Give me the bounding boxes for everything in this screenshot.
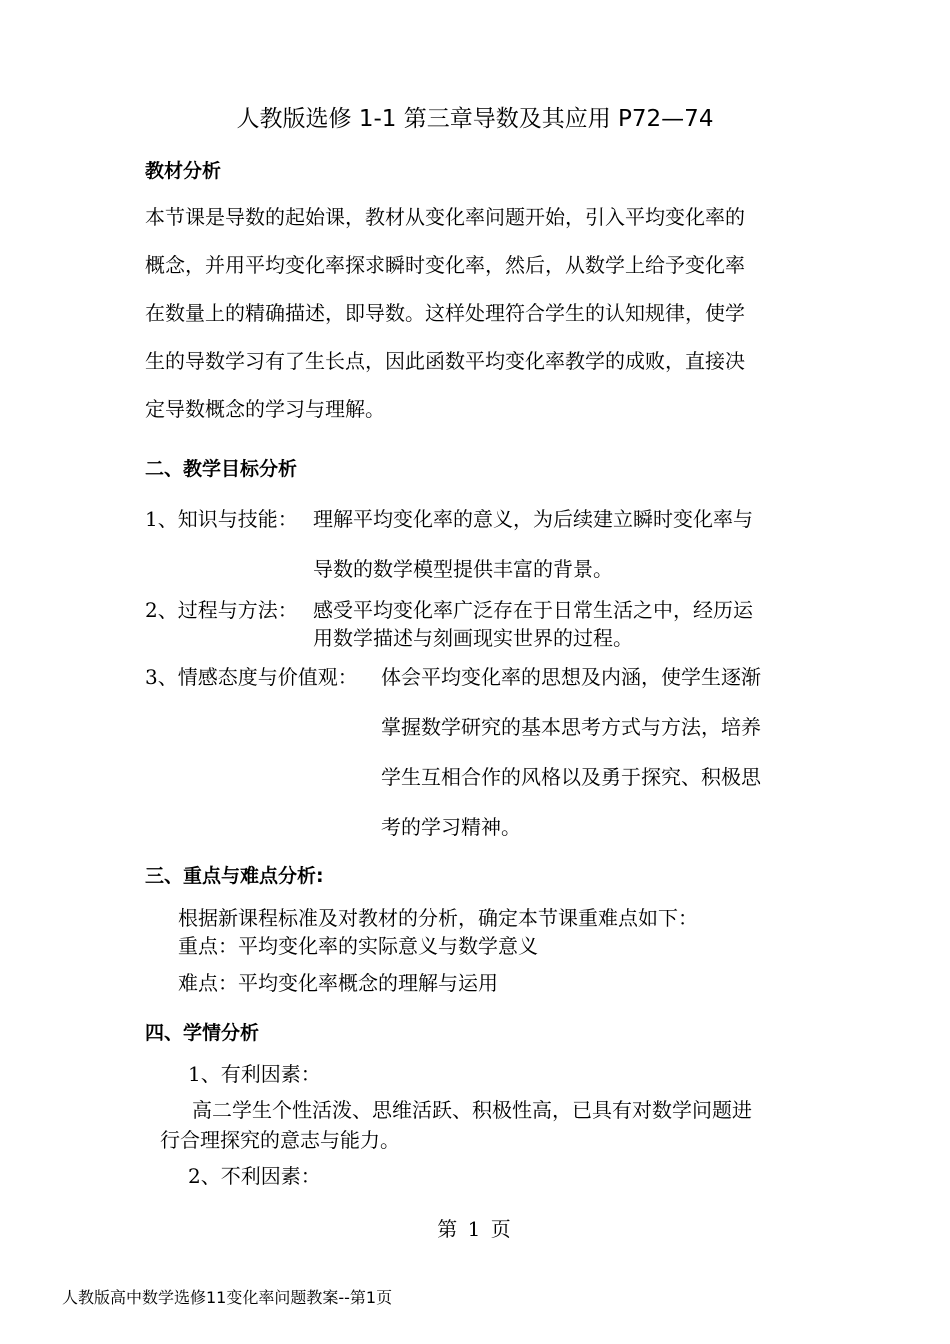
goal-text-line: 考的学习精神。 (381, 815, 521, 839)
paragraph-line: 生的导数学习有了生长点，因此函数平均变化率教学的成败，直接决 (145, 349, 745, 373)
document-title: 人教版选修 1-1 第三章导数及其应用 P72—74 (236, 106, 714, 132)
difficult-point-text: 难点：平均变化率概念的理解与运用 (178, 971, 498, 995)
section-heading-key-points: 三、重点与难点分析: (145, 865, 324, 887)
goal-label-knowledge: 1、知识与技能： (145, 507, 298, 531)
page-number: 第 1 页 (437, 1217, 513, 1241)
goal-text-line: 用数学描述与刻画现实世界的过程。 (313, 626, 633, 650)
favorable-factors-label: 1、有利因素： (188, 1062, 321, 1086)
favorable-text-line: 高二学生个性活泼、思维活跃、积极性高，已具有对数学问题进 (192, 1098, 752, 1122)
paragraph-line: 在数量上的精确描述，即导数。这样处理符合学生的认知规律，使学 (145, 301, 745, 325)
goal-text-line: 导数的数学模型提供丰富的背景。 (313, 557, 613, 581)
section-heading-textbook-analysis: 教材分析 (145, 160, 222, 182)
key-points-intro: 根据新课程标准及对教材的分析，确定本节课重难点如下： (178, 906, 698, 930)
key-point-text: 重点：平均变化率的实际意义与数学意义 (178, 934, 538, 958)
goal-label-attitude: 3、情感态度与价值观： (145, 665, 358, 689)
goal-text-line: 理解平均变化率的意义，为后续建立瞬时变化率与 (313, 507, 753, 531)
paragraph-line: 定导数概念的学习与理解。 (145, 397, 385, 421)
paragraph-line: 本节课是导数的起始课，教材从变化率问题开始，引入平均变化率的 (145, 205, 745, 229)
paragraph-line: 概念，并用平均变化率探求瞬时变化率，然后，从数学上给予变化率 (145, 253, 745, 277)
unfavorable-factors-label: 2、不利因素： (188, 1164, 321, 1188)
goal-text-line: 掌握数学研究的基本思考方式与方法，培养 (381, 715, 761, 739)
favorable-text-line: 行合理探究的意志与能力。 (160, 1128, 400, 1152)
document-caption: 人教版高中数学选修11变化率问题教案--第1页 (62, 1288, 393, 1307)
section-heading-teaching-goals: 二、教学目标分析 (145, 458, 298, 480)
textbook-analysis-paragraph (145, 202, 815, 442)
goal-text-line: 学生互相合作的风格以及勇于探究、积极思 (381, 765, 761, 789)
goal-text-line: 体会平均变化率的思想及内涵，使学生逐渐 (381, 665, 761, 689)
goal-text-line: 感受平均变化率广泛存在于日常生活之中，经历运 (313, 598, 753, 622)
goal-label-process: 2、过程与方法： (145, 598, 298, 622)
section-heading-student-analysis: 四、学情分析 (145, 1022, 260, 1044)
